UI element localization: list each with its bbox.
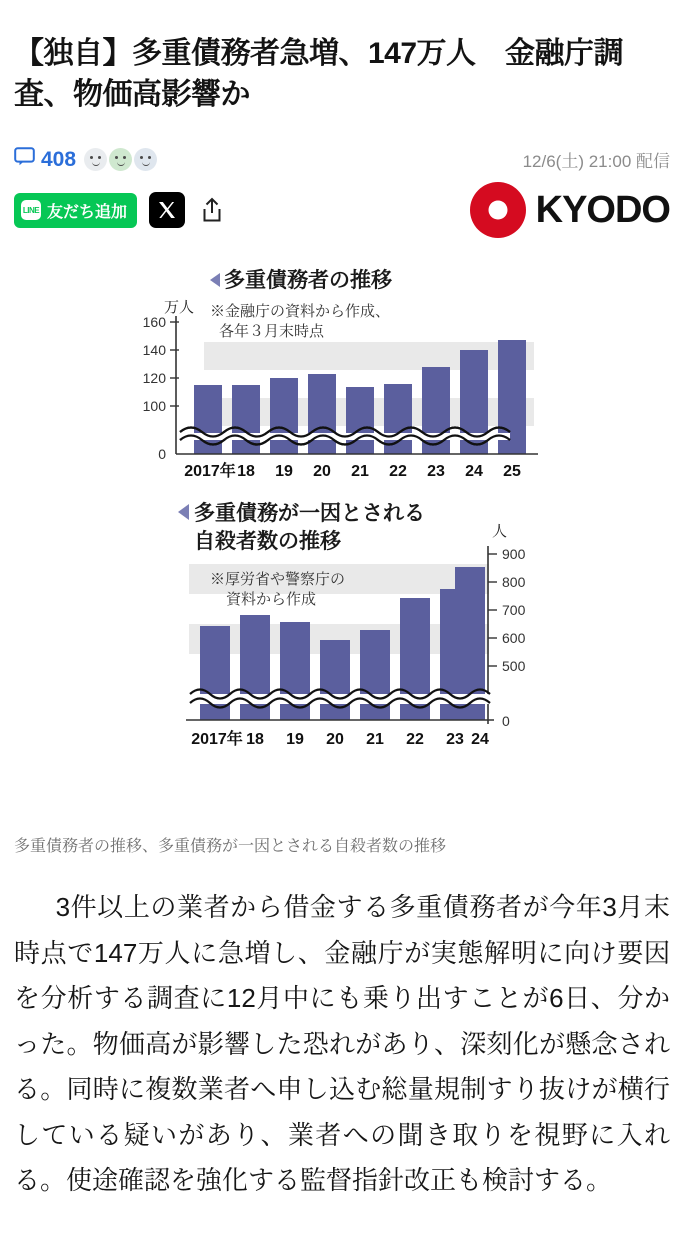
svg-text:500: 500 (502, 658, 526, 675)
svg-text:21: 21 (351, 463, 369, 481)
share-buttons (14, 192, 227, 228)
svg-text:資料から作成: 資料から作成 (226, 591, 317, 609)
comment-balloon-icon (14, 147, 35, 172)
svg-text:自殺者数の推移: 自殺者数の推移 (194, 530, 341, 554)
page-title: 【独自】多重債務者急増、147万人 金融庁調査、物価高影響か (14, 37, 624, 111)
svg-text:22: 22 (389, 463, 407, 481)
svg-text:700: 700 (502, 602, 526, 619)
svg-text:0: 0 (502, 713, 510, 730)
reaction-face-icon[interactable] (109, 148, 132, 171)
svg-text:18: 18 (246, 731, 264, 749)
source-name: KYODO (535, 188, 670, 231)
svg-text:多重債務が一因とされる: 多重債務が一因とされる (194, 502, 425, 526)
comment-group[interactable] (14, 147, 157, 172)
reaction-face-icon[interactable] (134, 148, 157, 171)
article-body-paragraph: 3件以上の業者から借金する多重債務者が今年3月末時点で147万人に急増し、金融庁が実態解明に向け要因を分析する調査に12月中にも乗り出すことが6日、分かった。物価高が影響した恐れがあり、深刻化が懸念される。同時に複数業者へ申し込む総量規制すり抜けが横行している疑いがあり、業者への聞き取りを視野に入れる。使途確認を強化する監督指針改正も検討する。 (14, 892, 670, 1196)
svg-text:18: 18 (237, 463, 255, 481)
svg-text:23: 23 (446, 731, 464, 749)
svg-text:100: 100 (142, 398, 166, 415)
article-page (0, 20, 684, 1234)
svg-text:※厚労省や警察庁の: ※厚労省や警察庁の (210, 571, 346, 589)
svg-text:19: 19 (286, 731, 304, 749)
comment-count-label: 408 (41, 147, 77, 171)
svg-text:20: 20 (326, 731, 344, 749)
article-figure[interactable] (0, 238, 684, 819)
svg-text:25: 25 (503, 463, 521, 481)
line-icon: LINE (21, 200, 41, 220)
svg-text:20: 20 (313, 463, 331, 481)
svg-text:各年３月末時点: 各年３月末時点 (219, 323, 325, 341)
svg-text:800: 800 (502, 574, 526, 591)
comment-count-link[interactable] (14, 147, 76, 172)
chart1-xlabels (184, 461, 521, 480)
charts-svg (14, 254, 670, 814)
svg-text:多重債務者の推移: 多重債務者の推移 (224, 269, 392, 293)
svg-text:22: 22 (406, 731, 424, 749)
figure-caption: 多重債務者の推移、多重債務が一因とされる自殺者数の推移 (14, 838, 447, 856)
svg-text:120: 120 (142, 370, 166, 387)
article-meta-row (0, 135, 684, 172)
svg-text:2017年: 2017年 (184, 463, 236, 481)
svg-text:2017年: 2017年 (191, 731, 243, 749)
svg-text:0: 0 (158, 446, 166, 463)
line-add-friend-label: 友だち追加 (47, 203, 128, 221)
svg-text:21: 21 (366, 731, 384, 749)
chart1-title (210, 268, 393, 292)
svg-text:※金融庁の資料から作成、: ※金融庁の資料から作成、 (210, 303, 391, 321)
x-logo-icon (158, 201, 176, 219)
svg-text:万人: 万人 (164, 299, 195, 317)
svg-text:900: 900 (502, 546, 526, 563)
x-share-button[interactable] (149, 192, 185, 228)
source-logo (470, 182, 670, 238)
svg-text:人: 人 (492, 523, 508, 541)
kyodo-mark-icon (470, 182, 526, 238)
share-row (0, 172, 684, 238)
share-upload-icon (201, 197, 223, 223)
svg-text:24: 24 (465, 463, 483, 481)
publish-timestamp: 12/6(土) 21:00 配信 (522, 152, 670, 172)
svg-text:140: 140 (142, 342, 166, 359)
svg-text:600: 600 (502, 630, 526, 647)
svg-text:23: 23 (427, 463, 445, 481)
share-button[interactable] (197, 192, 227, 228)
reaction-faces[interactable] (84, 148, 157, 171)
line-add-friend-button[interactable] (14, 193, 137, 228)
svg-text:19: 19 (275, 463, 293, 481)
svg-text:160: 160 (142, 314, 166, 331)
article-body (0, 859, 684, 1234)
reaction-face-icon[interactable] (84, 148, 107, 171)
svg-text:24: 24 (471, 731, 489, 749)
